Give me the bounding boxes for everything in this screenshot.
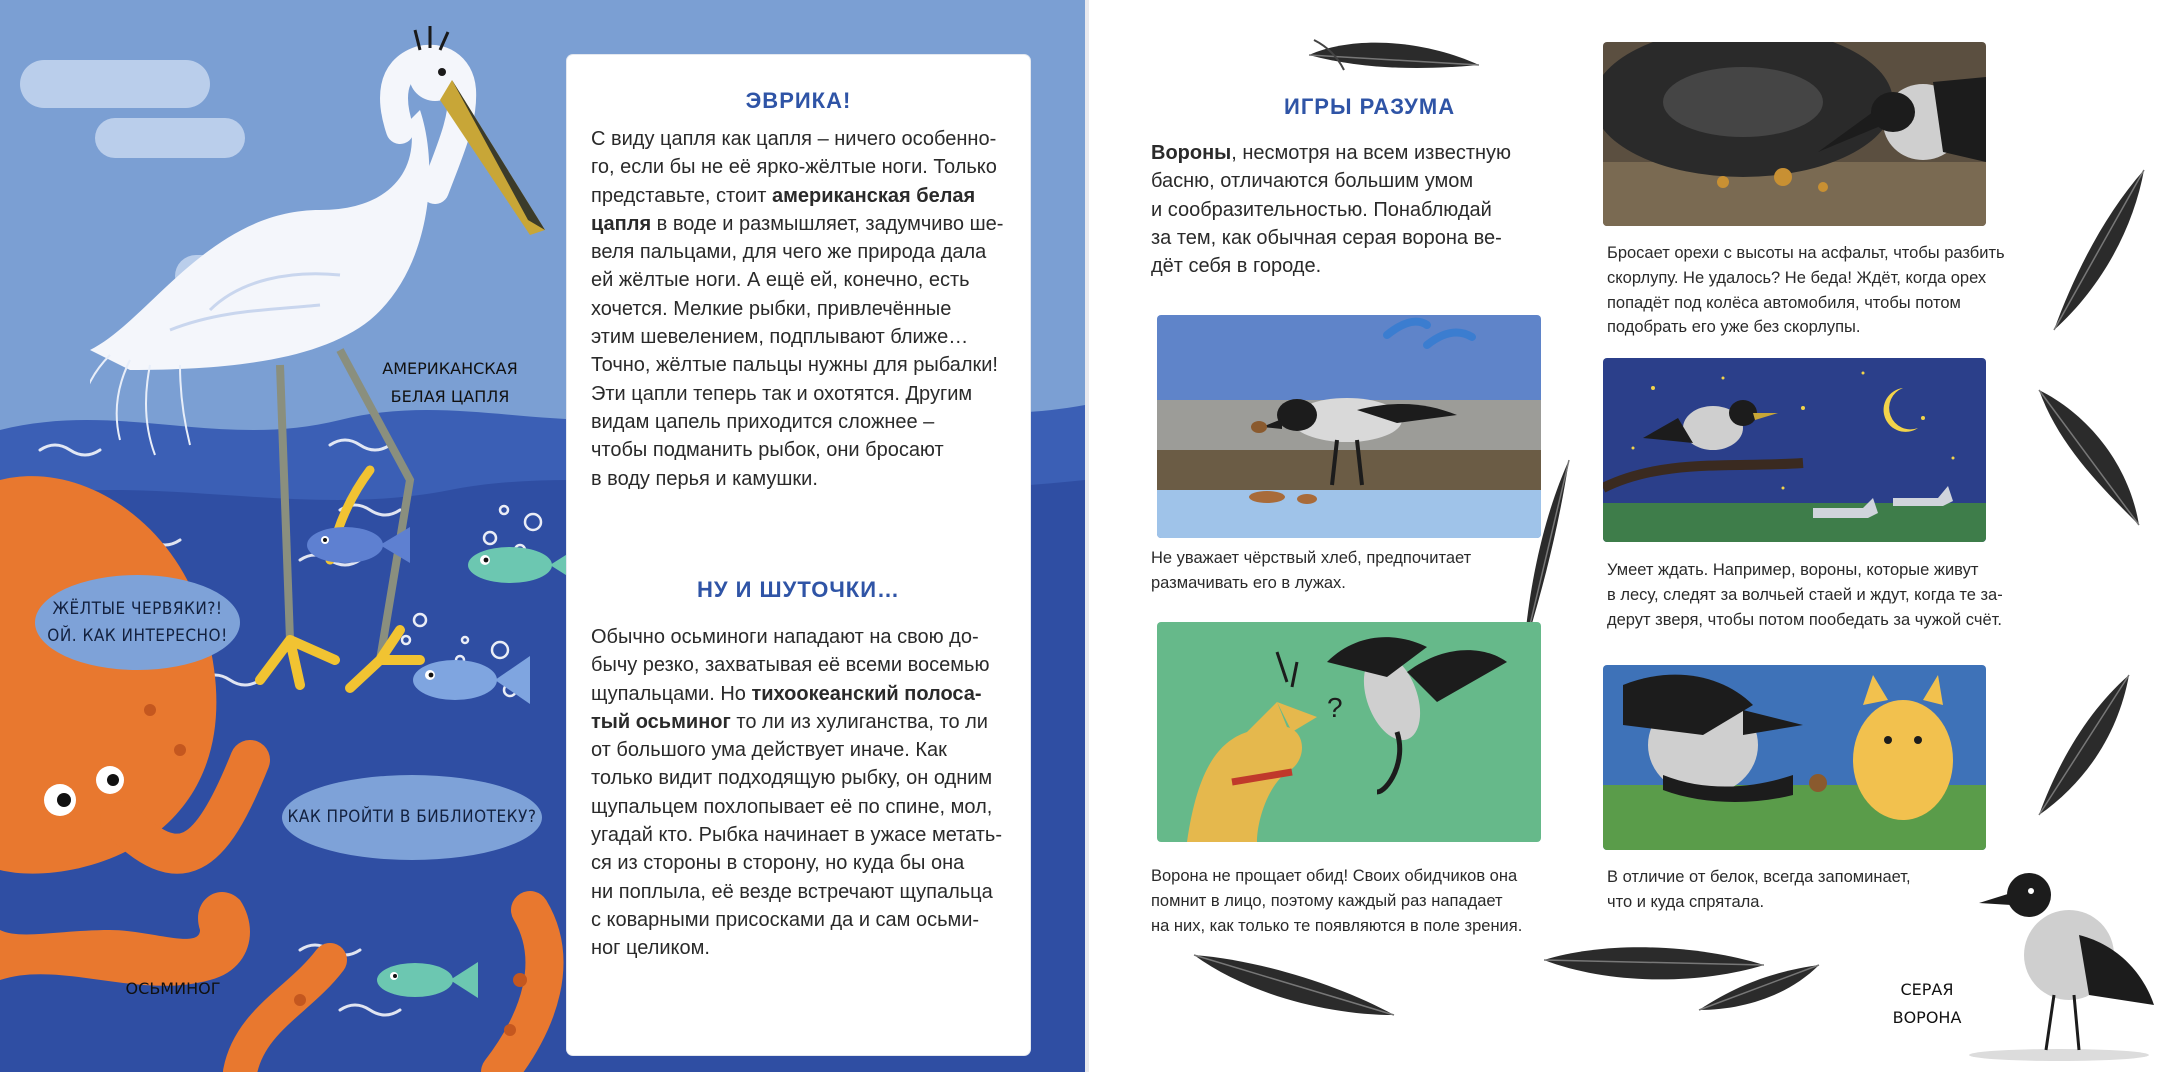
text-line: тый осьминог то ли из хулиганства, то ли [591, 710, 988, 733]
eureka-text [591, 125, 1017, 493]
speech-bubble-line: КАК ПРОЙТИ В БИБЛИОТЕКУ? [287, 807, 537, 827]
feather-icon [2029, 670, 2139, 820]
text-panel [567, 55, 1030, 1055]
crow-puddle-picture [1157, 315, 1541, 538]
text-line: ног целиком. [591, 937, 710, 960]
text-line: хочется. Мелкие рыбки, привлечённые [591, 297, 952, 320]
crow-wolves-picture [1603, 358, 1986, 542]
text-line: и сообразительностью. Понаблюдай [1151, 198, 1492, 221]
text-line: Ворона не прощает обид! Своих обидчиков она [1151, 867, 1518, 885]
feather-icon [1189, 945, 1399, 1025]
speech-bubble-line: ЖЁЛТЫЕ ЧЕРВЯКИ?! [52, 598, 223, 619]
text-line: угадай кто. Рыбка начинает в ужасе метать- [591, 824, 1003, 847]
left-page [0, 0, 1085, 1072]
text-line: Обычно осьминоги нападают на свою до- [591, 626, 979, 648]
eureka-heading: ЭВРИКА! [745, 88, 852, 113]
text-line: цапля в воде и размышляет, задумчиво ше- [591, 212, 1004, 235]
text-line: только видит подходящую рыбку, он одним [591, 767, 993, 790]
caption-wait [1607, 558, 2047, 632]
caption-bread [1151, 546, 1571, 596]
text-line: в лесу, следят за волчьей стаей и ждут, когда те за- [1607, 585, 2003, 604]
crow-nut-picture [1603, 42, 1986, 226]
text-line: веля пальцами, для чего же природа дала [591, 241, 987, 264]
text-line: ни поплыла, её везде встречают щупальца [591, 880, 993, 903]
text-line: в воду перья и камушки. [591, 467, 818, 490]
text-line: С виду цапля как цапля – ничего особенно- [591, 128, 997, 150]
text-line: Эти цапли теперь так и охотятся. Другим [591, 382, 973, 405]
heron-label-line: АМЕРИКАНСКАЯ [382, 359, 518, 378]
text-line: ей жёлтые ноги. А ещё ей, конечно, есть [591, 269, 970, 292]
text-line: подобрать его уже без скорлупы. [1607, 318, 1861, 337]
caption-grudge [1151, 864, 1591, 938]
text-line: басню, отличаются большим умом [1151, 170, 1474, 193]
text-line: размачивать его в лужах. [1151, 573, 1346, 592]
heron-label-line: БЕЛАЯ ЦАПЛЯ [390, 387, 510, 406]
crow-squirrel-picture [1603, 665, 1986, 850]
text-line: го, если бы не её ярко-жёлтые ноги. Только [591, 156, 997, 179]
octopus-illustration [0, 460, 620, 1072]
text-line: за тем, как обычная серая ворона ве- [1151, 226, 1502, 249]
text-line: Не уважает чёрствый хлеб, предпочитает [1151, 549, 1472, 567]
speech-bubble-line: ОЙ. КАК ИНТЕРЕСНО! [47, 625, 228, 646]
text-line: представьте, стоит американская белая [591, 184, 976, 207]
caption-nuts [1607, 241, 2047, 340]
text-line: Вороны, несмотря на всем известную [1151, 142, 1512, 164]
text-line: дёт себя в городе. [1151, 255, 1322, 278]
text-line: помнит в лицо, поэтому каждый раз нападает [1151, 891, 1503, 910]
svg-text:?: ? [1327, 692, 1343, 723]
text-line: В отличие от белок, всегда запоминает, [1607, 868, 1911, 886]
text-line: этим шевелением, подплывают ближе… [591, 326, 969, 349]
text-line: Умеет ждать. Например, вороны, которые живут [1607, 561, 1979, 579]
text-line: ся из стороны в сторону, но куда бы она [591, 852, 965, 875]
mind-games-heading: ИГРЫ РАЗУМА [1284, 94, 1456, 119]
text-line: попадёт под колёса автомобиля, чтобы потом [1607, 293, 1961, 312]
heron-label [380, 355, 520, 411]
feather-icon [1304, 25, 1484, 85]
intro-text [1151, 139, 1551, 280]
crow-dog-picture [1157, 622, 1541, 842]
text-line: от большого ума действует иначе. Как [591, 739, 947, 762]
speech-bubble-library [282, 775, 542, 860]
grey-crow-illustration [1959, 855, 2159, 1065]
text-line: видам цапель приходится сложнее – [591, 410, 935, 433]
text-line: что и куда спрятала. [1607, 892, 1765, 911]
jokes-heading: НУ И ШУТОЧКИ… [696, 577, 901, 602]
feather-icon [2029, 385, 2149, 535]
grey-crow-label: СЕРАЯ ВОРОНА [1892, 980, 1962, 1027]
text-line: дерут зверя, чтобы потом пообедать за чужой счёт. [1607, 610, 2002, 629]
text-line: скорлупу. Не удалось? Не беда! Ждёт, когда орех [1607, 268, 1987, 287]
speech-bubble-worms [35, 575, 240, 670]
text-line: бычу резко, захватывая её всеми восемью [591, 654, 990, 677]
text-line: чтобы подманить рыбок, они бросают [591, 439, 944, 462]
octopus-label: ОСЬМИНОГ [125, 979, 221, 998]
text-line: Бросает орехи с высоты на асфальт, чтобы разбить [1607, 244, 2005, 262]
text-line: на них, как только те появляются в поле зрения. [1151, 916, 1523, 935]
feather-icon [1694, 960, 1824, 1020]
feather-icon [2044, 165, 2154, 335]
jokes-text [591, 623, 1017, 963]
caption-remember [1607, 865, 1967, 915]
text-line: щупальцами. Но тихоокеанский полоса- [591, 682, 982, 705]
text-line: с коварными присосками да и сам осьми- [591, 908, 980, 931]
text-line: щупальцем похлопывает её по спине, мол, [591, 795, 993, 818]
text-line: Точно, жёлтые пальцы нужны для рыбалки! [591, 354, 998, 377]
right-page [1089, 0, 2171, 1072]
